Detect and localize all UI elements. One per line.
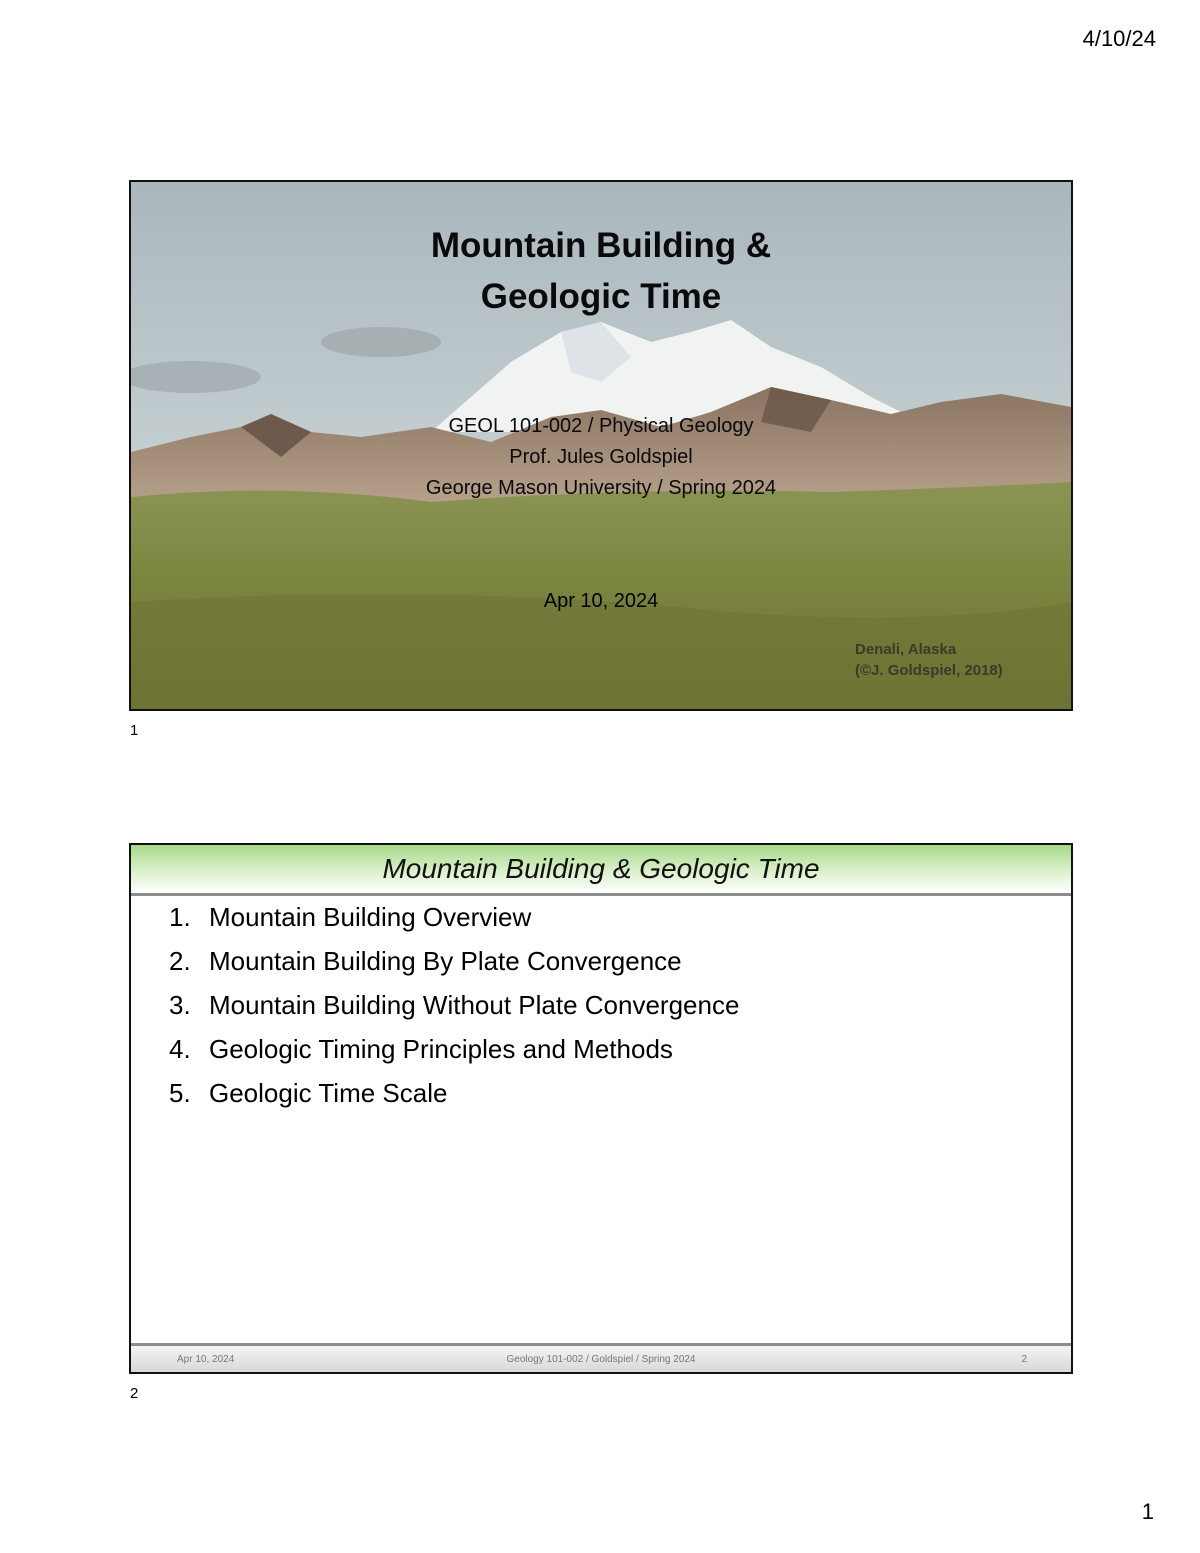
- photo-credit: [855, 639, 1003, 681]
- footer-date: Apr 10, 2024: [177, 1354, 235, 1365]
- slide-1-subtitle: [131, 411, 1071, 504]
- slide-1-title-slide: [129, 180, 1073, 711]
- list-item: 3. Mountain Building Without Plate Convergence: [169, 990, 740, 1020]
- slide-1-number: 1: [130, 722, 139, 739]
- slide-2-number: 2: [130, 1385, 139, 1402]
- list-item: 2. Mountain Building By Plate Convergence: [169, 946, 682, 976]
- outline-list: [169, 902, 739, 1122]
- list-item: 5. Geologic Time Scale: [169, 1078, 448, 1108]
- university-term: George Mason University / Spring 2024: [425, 477, 777, 499]
- slide-2-footer: [131, 1343, 1071, 1372]
- list-item: 4. Geologic Timing Principles and Methods: [169, 1034, 673, 1064]
- footer-slide-number: 2: [1021, 1354, 1027, 1365]
- slide-2-outline: [129, 843, 1073, 1374]
- slide-1-date: Apr 10, 2024: [543, 590, 659, 612]
- footer-course: Geology 101-002 / Goldspiel / Spring 2024: [506, 1354, 696, 1365]
- instructor-name: Prof. Jules Goldspiel: [509, 446, 693, 468]
- photo-copyright: (©J. Goldspiel, 2018): [855, 662, 1003, 679]
- page-number: 1: [1141, 1499, 1154, 1524]
- page-header-date: 4/10/24: [1082, 26, 1156, 51]
- slide-2-header-bar: [131, 845, 1071, 896]
- photo-location: Denali, Alaska: [855, 641, 957, 658]
- slide-1-title-line-2: Geologic Time: [480, 277, 722, 316]
- list-item: 1. Mountain Building Overview: [169, 902, 532, 932]
- slide-1-title-line-1: Mountain Building &: [430, 226, 772, 265]
- course-name: GEOL 101-002 / Physical Geology: [448, 415, 754, 437]
- slide-2-title: Mountain Building & Geologic Time: [382, 853, 820, 884]
